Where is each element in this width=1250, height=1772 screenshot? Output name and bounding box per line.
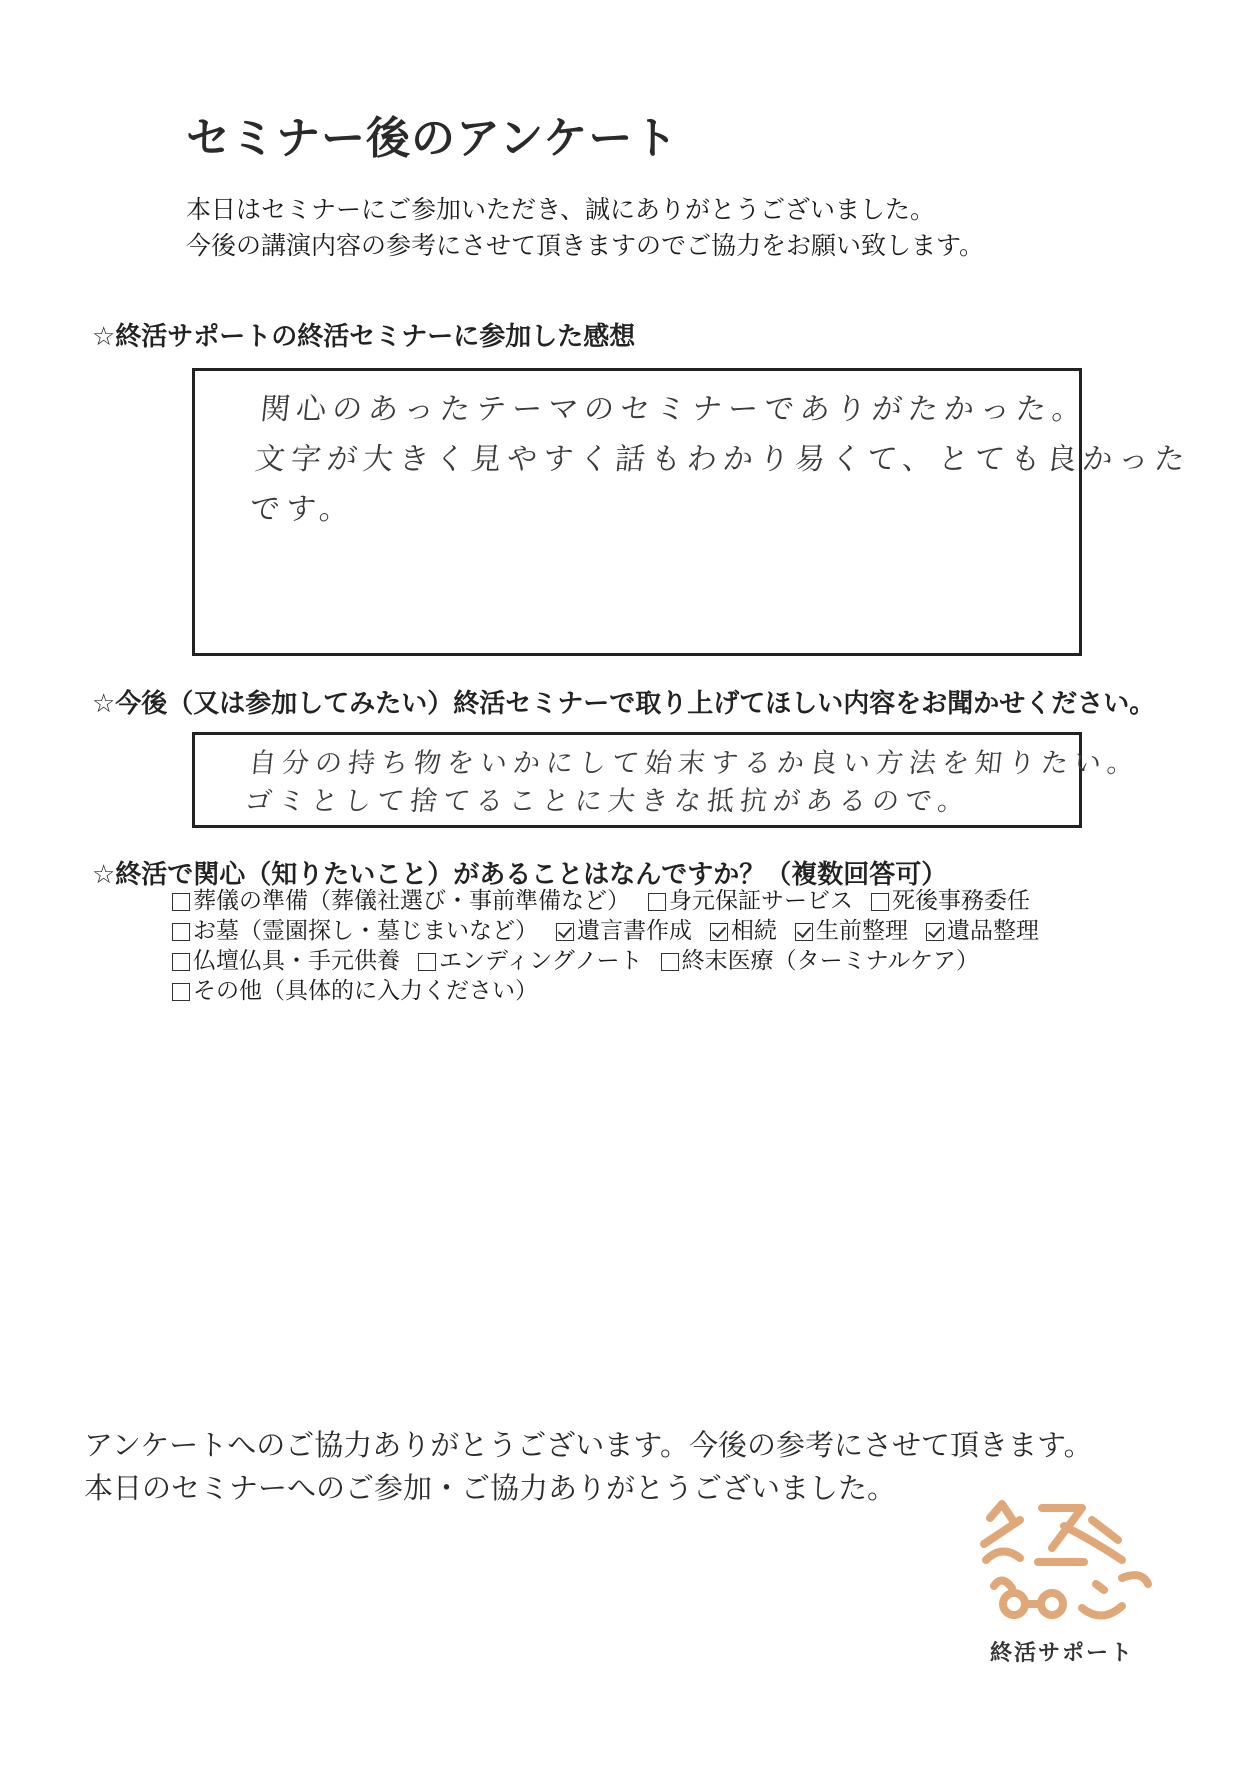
option-label: 遺言書作成	[577, 918, 692, 944]
interest-option[interactable]	[172, 976, 538, 1006]
checkbox-checked-icon[interactable]	[926, 923, 944, 941]
checkbox-unchecked-icon[interactable]	[418, 953, 436, 971]
checkbox-unchecked-icon[interactable]	[661, 953, 679, 971]
interest-option[interactable]	[795, 916, 908, 946]
option-label: 生前整理	[816, 918, 908, 944]
option-label: 葬儀の準備（葬儀社選び・事前準備など）	[193, 888, 630, 914]
interest-option[interactable]	[418, 946, 643, 976]
thanks-line-1: アンケートへのご協力ありがとうございます。今後の参考にさせて頂きます。	[84, 1428, 1093, 1462]
checkbox-unchecked-icon[interactable]	[871, 893, 889, 911]
option-label: その他（具体的に入力ください）	[193, 978, 538, 1004]
intro-line-2: 今後の講演内容の参考にさせて頂きますのでご協力をお願い致します。	[186, 231, 985, 260]
option-label: 身元保証サービス	[669, 888, 853, 914]
interest-option[interactable]	[648, 886, 853, 916]
question-2-answer-box	[192, 732, 1142, 828]
checkbox-unchecked-icon[interactable]	[172, 893, 190, 911]
interest-option[interactable]	[172, 916, 538, 946]
option-label: 終末医療（ターミナルケア）	[681, 948, 979, 974]
checkbox-row	[172, 976, 1057, 1006]
checkbox-unchecked-icon[interactable]	[172, 983, 190, 1001]
checkbox-checked-icon[interactable]	[556, 923, 574, 941]
checkbox-unchecked-icon[interactable]	[172, 923, 190, 941]
interest-option[interactable]	[926, 916, 1039, 946]
interest-option[interactable]	[556, 916, 692, 946]
question-1-answer-box	[192, 368, 1193, 656]
checkbox-unchecked-icon[interactable]	[172, 953, 190, 971]
intro-text	[186, 192, 984, 264]
answer-line: 自分の持ち物をいかにして始末するか良い方法を知りたい。	[247, 748, 1142, 779]
answer-line: 文字が大きく見やすく話もわかり易くて、とても良かった	[253, 442, 1193, 477]
interest-option[interactable]	[172, 886, 630, 916]
question-1-heading: ☆終活サポートの終活セミナーに参加した感想	[92, 322, 636, 352]
answer-line: です。	[247, 492, 358, 527]
question-3-heading: ☆終活で関心（知りたいこと）があることはなんですか？（複数回答可）	[92, 860, 948, 890]
checkbox-checked-icon[interactable]	[710, 923, 728, 941]
question-1-handwritten-answer	[247, 385, 1198, 535]
logo-caption: 終活サポート	[990, 1641, 1135, 1666]
answer-line: ゴミとして捨てることに大きな抵抗があるので。	[243, 786, 973, 817]
thanks-line-2: 本日のセミナーへのご参加・ご協力ありがとうございました。	[84, 1471, 897, 1505]
closing-thanks	[84, 1424, 1093, 1510]
option-label: 遺品整理	[947, 918, 1039, 944]
checkbox-row	[172, 886, 1057, 916]
intro-line-1: 本日はセミナーにご参加いただき、誠にありがとうございました。	[186, 195, 936, 224]
option-label: お墓（霊園探し・墓じまいなど）	[193, 918, 538, 944]
page-title: セミナー後のアンケート	[186, 113, 679, 164]
option-label: 仏壇仏具・手元供養	[193, 948, 400, 974]
checkbox-checked-icon[interactable]	[795, 923, 813, 941]
option-label: 死後事務委任	[892, 888, 1030, 914]
interest-option[interactable]	[661, 946, 979, 976]
interest-option[interactable]	[710, 916, 777, 946]
answer-line: 関心のあったテーマのセミナーでありがたかった。	[258, 392, 1090, 427]
question-2-heading: ☆今後（又は参加してみたい）終活セミナーで取り上げてほしい内容をお聞かせください。	[92, 689, 1156, 719]
option-label: 相続	[731, 918, 777, 944]
interest-checkbox-list	[172, 886, 1057, 1006]
checkbox-row	[172, 946, 1057, 976]
interest-option[interactable]	[172, 946, 400, 976]
option-label: エンディングノート	[439, 948, 643, 974]
question-2-handwritten-answer	[243, 745, 1142, 821]
checkbox-row	[172, 916, 1057, 946]
interest-option[interactable]	[871, 886, 1030, 916]
shukatsu-support-logo	[972, 1500, 1152, 1630]
checkbox-unchecked-icon[interactable]	[648, 893, 666, 911]
